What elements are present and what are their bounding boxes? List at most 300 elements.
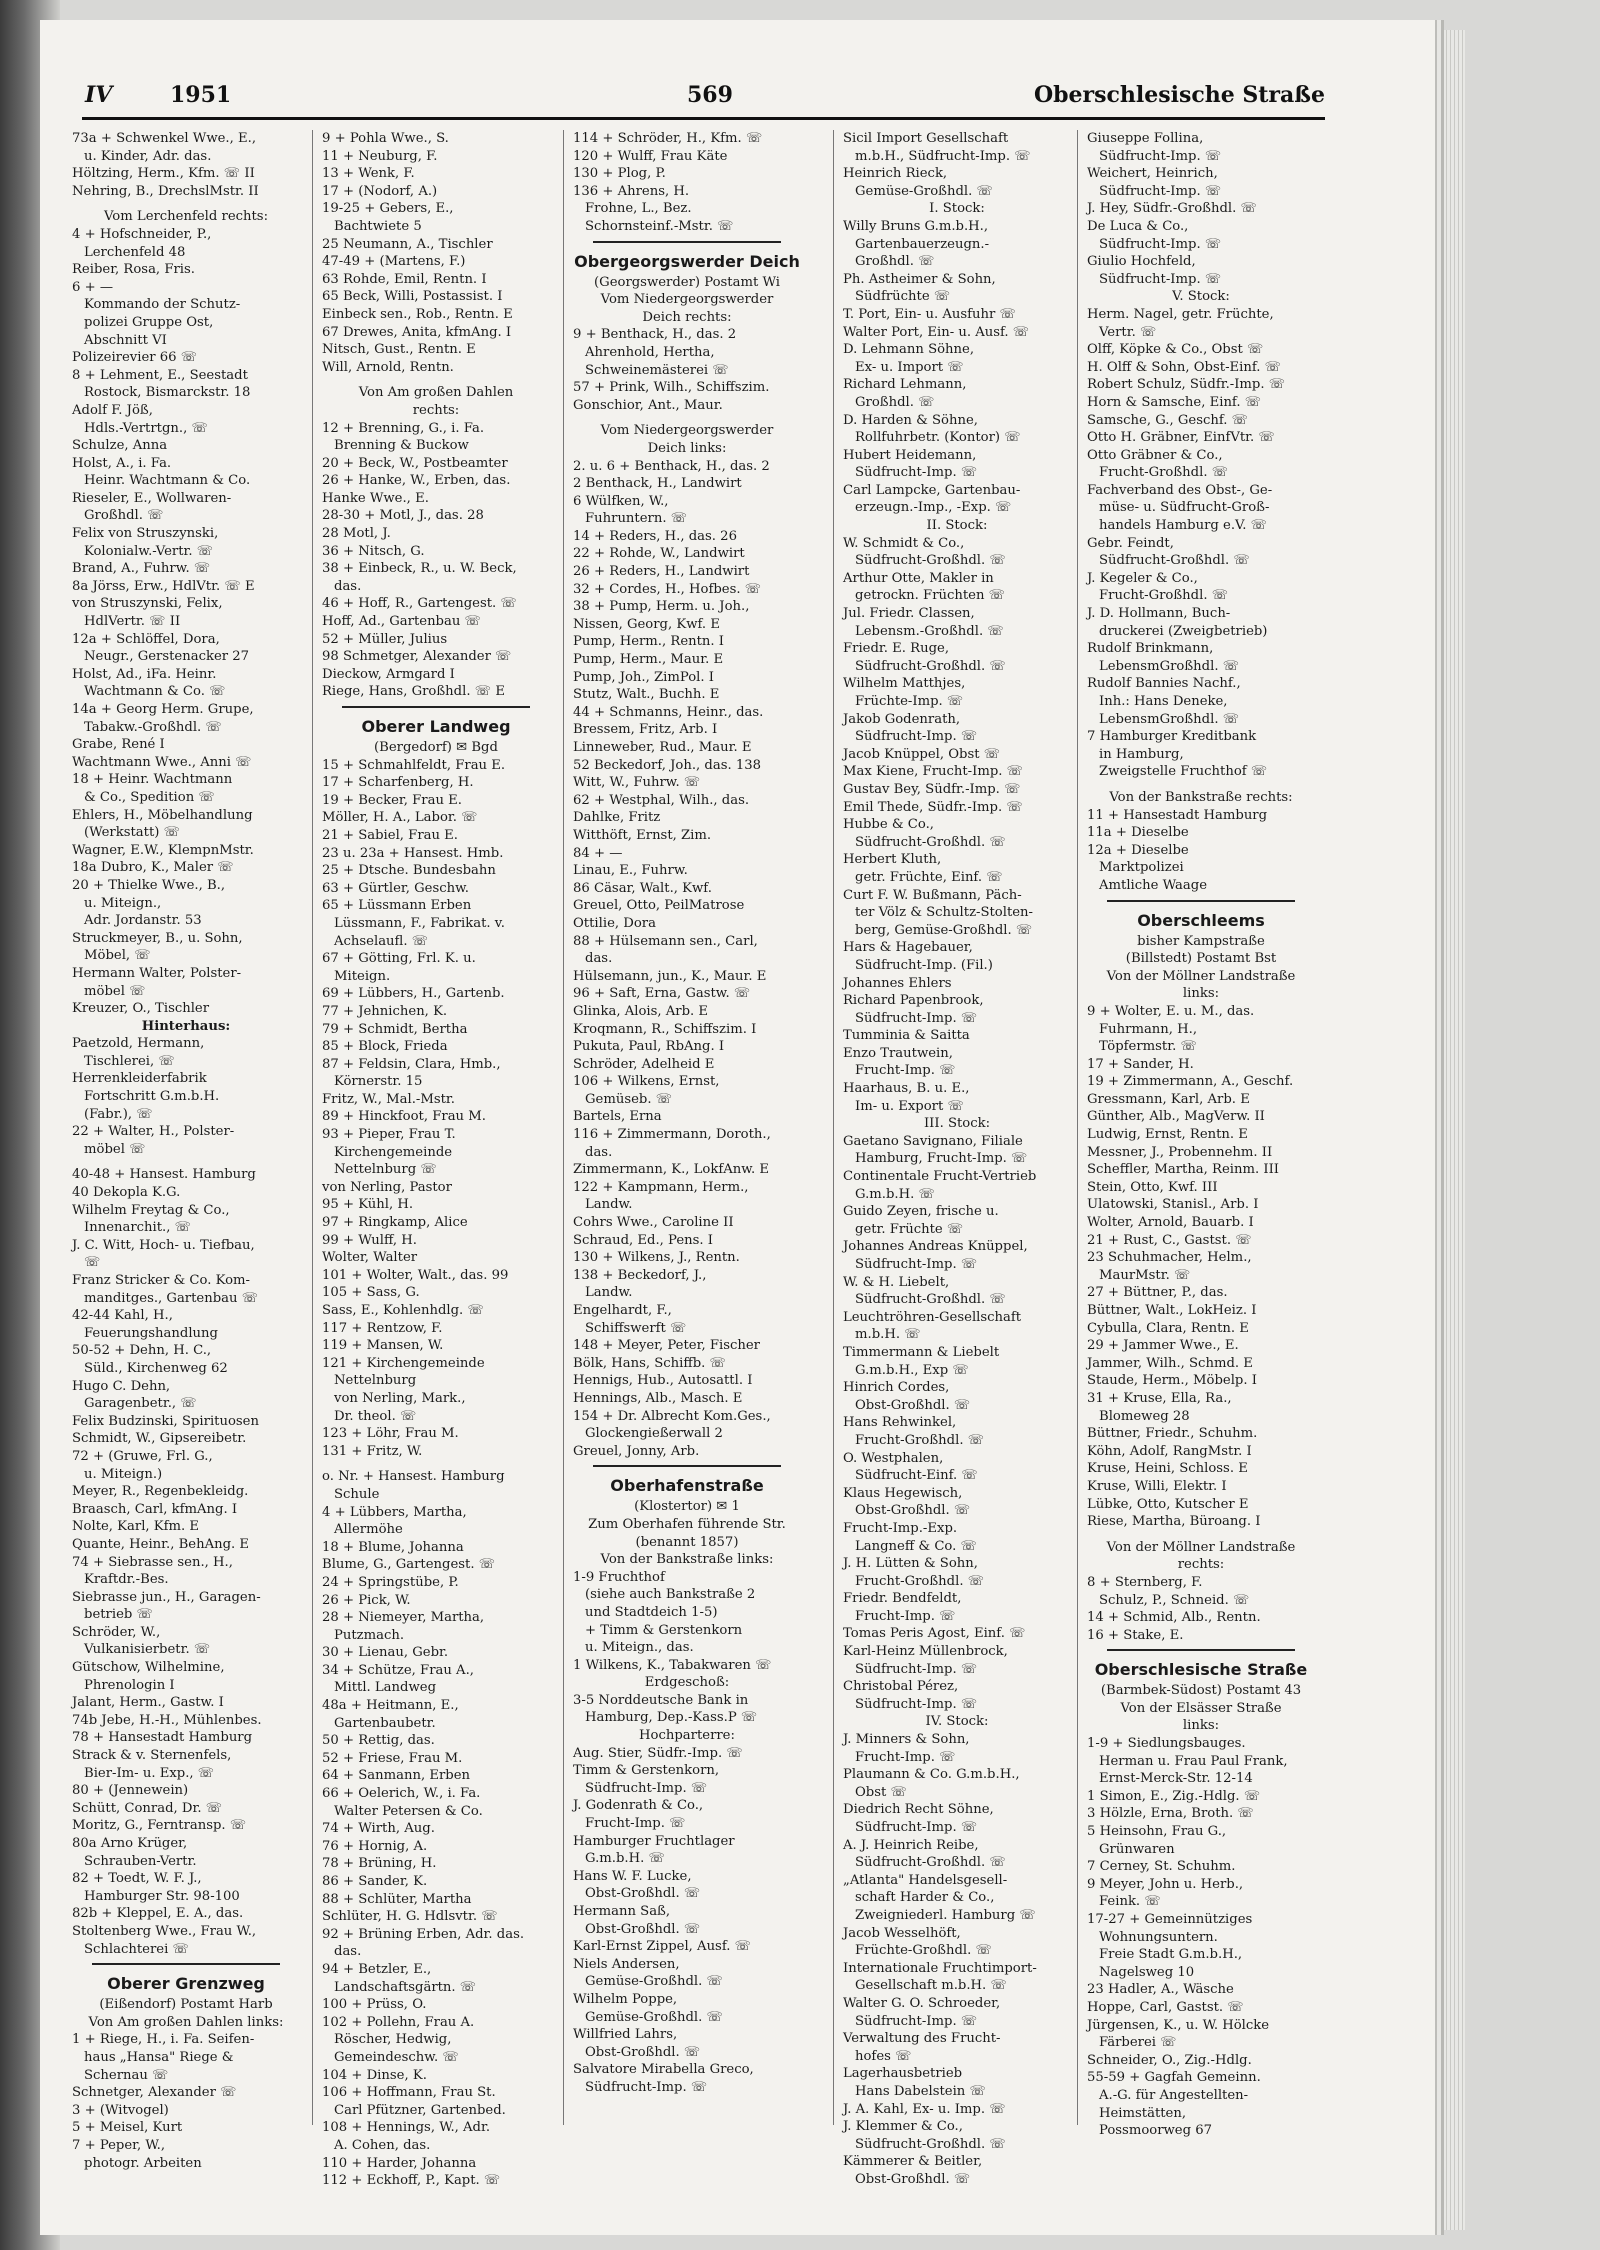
entry-line: 29 + Jammer Wwe., E. xyxy=(1087,1338,1239,1354)
section-note: Von der Bankstraße rechts: xyxy=(1109,789,1293,805)
entry-line: Südfrucht-Imp. ☏ xyxy=(1099,271,1222,287)
section-note: IV. Stock: xyxy=(925,1714,989,1730)
entry-line: Zweigniederl. Hamburg ☏ xyxy=(855,1907,1036,1923)
entry-line: Walter Port, Ein- u. Ausf. ☏ xyxy=(843,324,1030,340)
entry-line: Gütschow, Wilhelmine, xyxy=(72,1660,225,1676)
entry-line: Nettelnburg xyxy=(334,1373,417,1389)
entry-line: MaurMstr. ☏ xyxy=(1099,1267,1191,1283)
entry-line: 7 Hamburger Kreditbank xyxy=(1087,729,1257,745)
section-note: (Georgswerder) Postamt Wi xyxy=(594,274,780,290)
entry-line: 18 + Heinr. Wachtmann xyxy=(72,772,233,788)
entry-line: Jammer, Wilh., Schmd. E xyxy=(1087,1355,1253,1371)
column-1 xyxy=(72,130,300,2171)
section-note: bisher Kampstraße xyxy=(1137,933,1265,949)
entry-line: 5 Heinsohn, Frau G., xyxy=(1087,1824,1227,1840)
entry-line: Miteign. xyxy=(334,968,391,984)
section-note: II. Stock: xyxy=(926,518,988,534)
entry-line: Curt F. W. Bußmann, Päch- xyxy=(843,887,1022,903)
entry-line: Südfrucht-Imp. ☏ xyxy=(855,1010,978,1026)
section-note: rechts: xyxy=(412,402,460,418)
entry-line: Max Kiene, Frucht-Imp. ☏ xyxy=(843,764,1024,780)
entry-line: 86 + Sander, K. xyxy=(322,1874,428,1889)
entry-line: Achselaufl. ☏ xyxy=(334,933,429,949)
entry-line: Hoff, Ad., Gartenbau ☏ xyxy=(322,614,482,630)
entry-line: 1-9 + Siedlungsbauges. xyxy=(1087,1736,1246,1752)
entry-line: Horn & Samsche, Einf. ☏ xyxy=(1087,394,1262,410)
section-note: (Billstedt) Postamt Bst xyxy=(1125,951,1277,967)
section-rule xyxy=(573,236,801,246)
entry-line: von Nerling, Pastor xyxy=(322,1179,452,1195)
entry-line: Südfrucht-Imp. ☏ xyxy=(585,2079,708,2095)
section-note: Von Am großen Dahlen links: xyxy=(88,2014,284,2030)
entry-line: das. xyxy=(334,1944,362,1960)
entry-line: Nolte, Karl, Kfm. E xyxy=(72,1519,200,1535)
entry-line: Plaumann & Co. G.m.b.H., xyxy=(843,1767,1020,1783)
entry-line: Kraftdr.-Bes. xyxy=(84,1572,169,1588)
entry-line: Cohrs Wwe., Caroline II xyxy=(573,1215,734,1231)
entry-line: 104 + Dinse, K. xyxy=(322,2067,427,2083)
entry-line: u. Miteign.) xyxy=(84,1466,163,1482)
entry-line: Leuchtröhren-Gesellschaft xyxy=(843,1309,1022,1325)
entry-line: 36 + Nitsch, G. xyxy=(322,543,425,559)
entry-line: Schernau ☏ xyxy=(84,2067,169,2083)
entry-line: 50 + Rettig, das. xyxy=(322,1733,435,1749)
entry-line: 8a Jörss, Erw., HdlVtr. ☏ E xyxy=(72,578,255,594)
entry-line: möbel ☏ xyxy=(84,1141,146,1157)
entry-line: 14a + Georg Herm. Grupe, xyxy=(72,702,254,717)
entry-line: Büttner, Friedr., Schuhm. xyxy=(1087,1426,1258,1442)
entry-line: 78 + Brüning, H. xyxy=(322,1856,437,1872)
entry-line: 106 + Hoffmann, Frau St. xyxy=(322,2085,496,2101)
entry-line: Willfried Lahrs, xyxy=(573,2027,678,2043)
entry-line: Staude, Herm., Möbelp. I xyxy=(1087,1373,1257,1389)
entry-line: photogr. Arbeiten xyxy=(84,2155,202,2171)
entry-line: Messner, J., Probennehm. II xyxy=(1087,1144,1273,1160)
section-note: (Klostertor) ✉ 1 xyxy=(634,1499,740,1515)
entry-line: 3 + (Witvogel) xyxy=(72,2102,169,2118)
entry-line: Adr. Jordanstr. 53 xyxy=(84,913,202,929)
entry-line: Obst-Großhdl. ☏ xyxy=(855,2171,971,2187)
entry-line: Klaus Hegewisch, xyxy=(843,1485,963,1501)
entry-line: Nitsch, Gust., Rentn. E xyxy=(322,342,476,358)
entry-line: 112 + Eckhoff, P., Kapt. ☏ xyxy=(322,2173,501,2189)
entry-line: Großhdl. ☏ xyxy=(84,508,164,524)
entry-line: 15 + Schmahlfeldt, Frau E. xyxy=(322,757,506,773)
entry-line: 123 + Löhr, Frau M. xyxy=(322,1426,459,1442)
entry-line: haus „Hansa" Riege & xyxy=(84,2049,234,2065)
entry-line: 4 + Hofschneider, P., xyxy=(72,226,212,242)
entry-line: Südfrucht-Einf. ☏ xyxy=(855,1468,978,1484)
entry-line: 154 + Dr. Albrecht Kom.Ges., xyxy=(573,1408,771,1424)
entry-line: m.b.H., Südfrucht-Imp. ☏ xyxy=(855,148,1031,164)
entry-line: Gressmann, Karl, Arb. E xyxy=(1087,1091,1250,1107)
entry-line: Heinr. Wachtmann & Co. xyxy=(84,473,251,489)
entry-line: Walter Petersen & Co. xyxy=(334,1803,483,1819)
entry-line: Röscher, Hedwig, xyxy=(334,2032,452,2048)
entry-line: Fachverband des Obst-, Ge- xyxy=(1087,482,1273,498)
entry-line: Obst-Großhdl. ☏ xyxy=(585,1921,701,1937)
entry-line: Südfrucht-Imp. ☏ xyxy=(855,729,978,745)
section-note: Hochparterre: xyxy=(639,1728,735,1744)
entry-line: Blume, G., Gartengest. ☏ xyxy=(322,1557,496,1573)
entry-line: Frucht-Imp.-Exp. xyxy=(843,1520,958,1536)
entry-line: 40 Dekopla K.G. xyxy=(72,1185,181,1201)
entry-line: 40-48 + Hansest. Hamburg xyxy=(72,1167,256,1183)
entry-line: Ludwig, Ernst, Rentn. E xyxy=(1087,1127,1248,1143)
entry-line: Gustav Bey, Südfr.-Imp. ☏ xyxy=(843,781,1021,797)
entry-line: Ex- u. Import ☏ xyxy=(855,359,964,375)
entry-line: Lagerhausbetrieb xyxy=(843,2066,963,2082)
entry-line: u. Miteign., xyxy=(84,895,162,911)
entry-line: G.m.b.H. ☏ xyxy=(585,1851,665,1867)
section-note: III. Stock: xyxy=(923,1116,991,1132)
entry-line: A.-G. für Angestellten- xyxy=(1099,2087,1249,2103)
entry-line: Allermöhe xyxy=(334,1522,403,1538)
spacer xyxy=(72,1158,300,1166)
entry-line: Frohne, L., Bez. xyxy=(585,201,692,217)
entry-line: 87 + Feldsin, Clara, Hmb., xyxy=(322,1056,501,1072)
entry-line: 69 + Lübbers, H., Gartenb. xyxy=(322,986,505,1002)
entry-line: 64 + Sanmann, Erben xyxy=(322,1768,471,1784)
entry-line: 1-9 Fruchthof xyxy=(573,1569,665,1585)
entry-line: Südfrucht-Imp. ☏ xyxy=(855,1820,978,1835)
entry-line: Frucht-Imp. ☏ xyxy=(585,1816,686,1832)
entry-line: Hans Dabelstein ☏ xyxy=(855,2083,986,2099)
entry-line: Köhn, Adolf, RangMstr. I xyxy=(1087,1443,1252,1459)
entry-line: hofes ☏ xyxy=(855,2048,912,2064)
entry-line: 6 + — xyxy=(72,279,114,295)
entry-line: 73a + Schwenkel Wwe., E., xyxy=(72,131,257,146)
entry-line: 138 + Beckedorf, J., xyxy=(573,1267,707,1283)
entry-line: Kreuzer, O., Tischler xyxy=(72,1001,210,1017)
entry-line: 30 + Lienau, Gebr. xyxy=(322,1645,449,1661)
entry-line: Heinrich Rieck, xyxy=(843,166,948,182)
entry-line: 94 + Betzler, E., xyxy=(322,1961,432,1977)
entry-line: Greuel, Otto, PeilMatrose xyxy=(573,898,745,914)
entry-line: 20 + Thielke Wwe., B., xyxy=(72,877,226,893)
entry-line: Büttner, Walt., LokHeiz. I xyxy=(1087,1303,1257,1318)
entry-line: J. D. Hollmann, Buch- xyxy=(1087,606,1231,622)
entry-line: 2 Benthack, H., Landwirt xyxy=(573,476,742,492)
entry-line: 97 + Ringkamp, Alice xyxy=(322,1215,468,1231)
entry-line: Obst-Großhdl. ☏ xyxy=(585,2044,701,2060)
entry-line: 82 + Toedt, W. F. J., xyxy=(72,1871,202,1887)
entry-line: Johannes Ehlers xyxy=(843,975,952,991)
spacer xyxy=(1087,781,1315,789)
entry-line: 52 + Friese, Frau M. xyxy=(322,1750,463,1766)
entry-line: O. Westphalen, xyxy=(843,1450,944,1466)
entry-line: 106 + Wilkens, Ernst, xyxy=(573,1074,720,1090)
page-header xyxy=(85,82,1325,122)
entry-line: 27 + Büttner, P., das. xyxy=(1087,1285,1228,1301)
entry-line: Felix Budzinski, Spirituosen xyxy=(72,1413,259,1429)
entry-line: manditges., Gartenbau ☏ xyxy=(84,1290,259,1306)
entry-line: Kolonialw.-Vertr. ☏ xyxy=(84,543,214,559)
entry-line: Fuhrmann, H., xyxy=(1099,1021,1198,1037)
entry-line: Kruse, Heini, Schloss. E xyxy=(1087,1461,1248,1477)
entry-line: Polizeirevier 66 ☏ xyxy=(72,350,198,366)
section-note: (Bergedorf) ✉ Bgd xyxy=(374,740,498,755)
entry-line: Schweinemästerei ☏ xyxy=(585,362,729,378)
entry-line: 17 + (Nodorf, A.) xyxy=(322,183,438,199)
entry-line: 52 + Müller, Julius xyxy=(322,631,448,647)
entry-line: Im- u. Export ☏ xyxy=(855,1098,964,1114)
entry-line: Möbel, ☏ xyxy=(84,948,151,964)
entry-line: 23 u. 23a + Hansest. Hmb. xyxy=(322,845,504,861)
entry-line: 74 + Wirth, Aug. xyxy=(322,1821,435,1837)
entry-line: 7 Cerney, St. Schuhm. xyxy=(1087,1859,1236,1875)
entry-line: ☏ xyxy=(84,1255,101,1271)
entry-line: Greuel, Jonny, Arb. xyxy=(573,1443,700,1459)
section-rule xyxy=(322,701,550,711)
entry-line: Willy Bruns G.m.b.H., xyxy=(843,218,989,234)
entry-line: Continentale Frucht-Vertrieb xyxy=(843,1169,1037,1185)
entry-line: Robert Schulz, Südfr.-Imp. ☏ xyxy=(1087,377,1286,393)
entry-line: 99 + Wulff, H. xyxy=(322,1232,417,1248)
entry-line: Kroqmann, R., Schiffszim. I xyxy=(573,1021,757,1037)
entry-line: De Luca & Co., xyxy=(1087,218,1189,234)
entry-line: 12a + Schlöffel, Dora, xyxy=(72,631,220,647)
entry-line: H. Olff & Sohn, Obst-Einf. ☏ xyxy=(1087,359,1282,375)
entry-line: 9 + Wolter, E. u. M., das. xyxy=(1087,1003,1255,1019)
section-rule xyxy=(1087,1644,1315,1654)
entry-line: Günther, Alb., MagVerw. II xyxy=(1087,1109,1265,1125)
entry-line: Engelhardt, F., xyxy=(573,1303,672,1318)
entry-line: 11 + Neuburg, F. xyxy=(322,148,438,164)
entry-line: 136 + Ahrens, H. xyxy=(573,183,690,199)
entry-line: Jakob Godenrath, xyxy=(843,711,961,727)
entry-line: 82b + Kleppel, E. A., das. xyxy=(72,1906,244,1922)
entry-line: 89 + Hinckfoot, Frau M. xyxy=(322,1109,486,1125)
entry-line: Ulatowski, Stanisl., Arb. I xyxy=(1087,1197,1259,1213)
entry-line: müse- u. Südfrucht-Groß- xyxy=(1099,500,1270,516)
entry-line: Bachtwiete 5 xyxy=(334,218,422,234)
entry-line: 18 + Blume, Johanna xyxy=(322,1539,464,1555)
section-note: Von Am großen Dahlen xyxy=(358,385,514,401)
entry-line: Schlachterei ☏ xyxy=(84,1941,189,1957)
header-rule xyxy=(82,117,1325,120)
entry-line: Riege, Hans, Großhdl. ☏ E xyxy=(322,684,506,700)
entry-line: Ernst-Merck-Str. 12-14 xyxy=(1099,1771,1253,1787)
entry-line: Südfrucht-Großhdl. ☏ xyxy=(1099,553,1250,569)
entry-line: 47-49 + (Martens, F.) xyxy=(322,254,466,270)
section-rule xyxy=(1087,895,1315,905)
entry-line: Diedrich Recht Söhne, xyxy=(843,1802,994,1818)
entry-line: Schule xyxy=(334,1486,380,1502)
entry-line: Lebensm.-Großhdl. ☏ xyxy=(855,623,1004,639)
entry-line: 96 + Saft, Erna, Gastw. ☏ xyxy=(573,986,751,1002)
entry-line: Schiffswerft ☏ xyxy=(585,1320,687,1336)
entry-line: 65 + Lüssmann Erben xyxy=(322,898,472,914)
entry-line: 11 + Hansestadt Hamburg xyxy=(1087,807,1268,823)
entry-line: 1 + Riege, H., i. Fa. Seifen- xyxy=(72,2032,255,2048)
spacer xyxy=(573,414,801,422)
entry-line: 17 + Sander, H. xyxy=(1087,1056,1194,1072)
section-note: Vom Lerchenfeld rechts: xyxy=(103,209,269,225)
section-note: (benannt 1857) xyxy=(635,1534,739,1550)
entry-line: Moritz, G., Ferntransp. ☏ xyxy=(72,1818,247,1834)
entry-line: Südfrucht-Großhdl. ☏ xyxy=(855,1855,1006,1871)
entry-line: Wilhelm Poppe, xyxy=(573,1991,678,2007)
street-heading: Oberer Grenzweg xyxy=(107,1974,265,1994)
entry-line: Schneider, O., Zig.-Hdlg. xyxy=(1087,2052,1252,2068)
entry-line: Bartels, Erna xyxy=(573,1109,662,1125)
entry-line: Rieseler, E., Wollwaren- xyxy=(72,490,232,506)
entry-line: 95 + Kühl, H. xyxy=(322,1197,414,1213)
entry-line: Salvatore Mirabella Greco, xyxy=(573,2062,754,2078)
entry-line: 32 + Cordes, H., Hofbes. ☏ xyxy=(573,581,762,597)
entry-line: Guido Zeyen, frische u. xyxy=(843,1204,999,1220)
section-note: Von der Möllner Landstraße xyxy=(1106,1539,1296,1555)
entry-line: Pump, Joh., ZimPol. I xyxy=(573,669,714,685)
entry-line: 93 + Pieper, Frau T. xyxy=(322,1127,456,1143)
entry-line: Landw. xyxy=(585,1197,633,1213)
entry-line: 117 + Rentzow, F. xyxy=(322,1320,443,1336)
entry-line: 2. u. 6 + Benthack, H., das. 2 xyxy=(573,458,770,474)
entry-line: 100 + Prüss, O. xyxy=(322,1997,427,2013)
entry-line: handels Hamburg e.V. ☏ xyxy=(1099,518,1268,534)
entry-line: Carl Pfützner, Gartenbed. xyxy=(334,2102,506,2118)
entry-line: Olff, Köpke & Co., Obst ☏ xyxy=(1087,342,1264,358)
entry-line: 102 + Pollehn, Frau A. xyxy=(322,2014,475,2030)
entry-line: 14 + Schmid, Alb., Rentn. xyxy=(1087,1610,1261,1626)
entry-line: Stein, Otto, Kwf. III xyxy=(1087,1179,1218,1195)
entry-line: schaft Harder & Co., xyxy=(855,1890,995,1906)
entry-line: Pump, Herm., Maur. E xyxy=(573,652,724,668)
entry-line: Töpfermstr. ☏ xyxy=(1099,1039,1197,1055)
entry-line: Schraud, Ed., Pens. I xyxy=(573,1232,713,1248)
entry-line: 88 + Hülsemann sen., Carl, xyxy=(573,933,758,949)
entry-line: Früchte-Großhdl. ☏ xyxy=(855,1943,993,1959)
entry-line: J. Kegeler & Co., xyxy=(1087,570,1198,586)
entry-line: Grabe, René I xyxy=(72,737,165,753)
entry-line: LebensmGroßhdl. ☏ xyxy=(1099,658,1240,674)
entry-line: 110 + Harder, Johanna xyxy=(322,2155,477,2171)
entry-line: Südfrüchte ☏ xyxy=(855,289,951,305)
entry-line: Tabakw.-Großhdl. ☏ xyxy=(84,719,222,735)
entry-line: Vulkanisierbetr. ☏ xyxy=(84,1642,211,1658)
entry-line: Gemüse-Großhdl. ☏ xyxy=(585,1974,723,1990)
entry-line: Blomeweg 28 xyxy=(1099,1408,1190,1424)
entry-line: Strack & v. Sternenfels, xyxy=(72,1748,232,1764)
entry-line: Schulze, Anna xyxy=(72,438,168,454)
entry-line: Cybulla, Clara, Rentn. E xyxy=(1087,1320,1249,1336)
entry-line: Heimstätten, xyxy=(1099,2105,1187,2121)
entry-line: Rudolf Bannies Nachf., xyxy=(1087,676,1241,692)
entry-line: Sass, E., Kohlenhdlg. ☏ xyxy=(322,1303,484,1318)
entry-line: Christobal Pérez, xyxy=(843,1679,959,1695)
section-note: Deich rechts: xyxy=(642,309,732,325)
entry-line: Gemüseb. ☏ xyxy=(585,1091,673,1107)
entry-line: 42-44 Kahl, H., xyxy=(72,1308,173,1324)
entry-line: Früchte-Imp. ☏ xyxy=(855,694,964,709)
year-label: 1951 xyxy=(170,82,232,108)
entry-line: 31 + Kruse, Ella, Ra., xyxy=(1087,1390,1232,1406)
street-heading: Oberhafenstraße xyxy=(610,1476,764,1496)
entry-line: Südfrucht-Großhdl. ☏ xyxy=(855,1292,1006,1308)
entry-line: A. Cohen, das. xyxy=(334,2137,431,2153)
entry-line: Hülsemann, jun., K., Maur. E xyxy=(573,968,767,984)
entry-line: Kruse, Willi, Elektr. I xyxy=(1087,1478,1227,1494)
entry-line: Franz Stricker & Co. Kom- xyxy=(72,1273,250,1288)
entry-line: Pukuta, Paul, RbAng. I xyxy=(573,1039,725,1055)
entry-line: Verwaltung des Frucht- xyxy=(843,2031,1001,2047)
entry-line: Ehlers, H., Möbelhandlung xyxy=(72,807,253,823)
column-4 xyxy=(843,130,1071,2187)
entry-line: 88 + Schlüter, Martha xyxy=(322,1891,472,1907)
entry-line: G.m.b.H. ☏ xyxy=(855,1186,935,1202)
entry-line: LebensmGroßhdl. ☏ xyxy=(1099,711,1240,727)
entry-line: Herbert Kluth, xyxy=(843,852,942,868)
entry-line: 63 + Gürtler, Geschw. xyxy=(322,880,470,896)
entry-line: Dr. theol. ☏ xyxy=(334,1408,417,1424)
entry-line: Einbeck sen., Rob., Rentn. E xyxy=(322,306,513,322)
section-note: Von der Möllner Landstraße xyxy=(1106,968,1296,984)
entry-line: 130 + Plog, P. xyxy=(573,166,666,182)
entry-line: Gonschior, Ant., Maur. xyxy=(573,397,723,413)
entry-line: Frucht-Großhdl. ☏ xyxy=(1099,588,1229,604)
entry-line: 76 + Hornig, A. xyxy=(322,1838,428,1854)
entry-line: 25 Neumann, A., Tischler xyxy=(322,236,493,252)
entry-line: Amtliche Waage xyxy=(1099,877,1208,893)
section-note: (Barmbek-Südost) Postamt 43 xyxy=(1100,1683,1302,1699)
entry-line: Haarhaus, B. u. E., xyxy=(843,1081,970,1097)
entry-line: Landw. xyxy=(585,1285,633,1301)
entry-line: Jacob Knüppel, Obst ☏ xyxy=(843,746,1001,762)
entry-line: 122 + Kampmann, Herm., xyxy=(573,1179,749,1195)
section-note: rechts: xyxy=(1177,1557,1225,1573)
entry-line: Rostock, Bismarckstr. 18 xyxy=(84,385,251,401)
entry-line: Frucht-Großhdl. ☏ xyxy=(855,1573,985,1589)
entry-line: Frucht-Imp. ☏ xyxy=(855,1749,956,1765)
entry-line: Samsche, G., Geschf. ☏ xyxy=(1087,412,1249,428)
entry-line: Vertr. ☏ xyxy=(1099,324,1157,340)
entry-line: Brenning & Buckow xyxy=(334,438,469,454)
entry-line: Wachtmann & Co. ☏ xyxy=(84,684,226,700)
entry-line: Südfrucht-Imp. ☏ xyxy=(855,465,978,481)
section-note: Von der Elsässer Straße xyxy=(1120,1700,1282,1716)
entry-line: 130 + Wilkens, J., Rentn. xyxy=(573,1250,740,1266)
entry-line: J. Hey, Südfr.-Großhdl. ☏ xyxy=(1087,201,1257,217)
entry-line: Adolf F. Jöß, xyxy=(72,402,153,418)
column-2 xyxy=(322,130,550,2189)
entry-line: J. A. Kahl, Ex- u. Imp. ☏ xyxy=(843,2101,1006,2117)
entry-line: Zweigstelle Fruchthof ☏ xyxy=(1099,764,1268,780)
entry-line: D. Harden & Söhne, xyxy=(843,412,978,428)
section-rule xyxy=(72,1958,300,1968)
entry-line: 7 + Peper, W., xyxy=(72,2137,166,2153)
street-heading: Oberer Landweg xyxy=(361,717,511,736)
section-note: Von der Bankstraße links: xyxy=(600,1552,774,1568)
entry-line: 11a + Dieselbe xyxy=(1087,825,1189,841)
entry-line: Gebr. Feindt, xyxy=(1087,535,1174,551)
entry-line: Dahlke, Fritz xyxy=(573,810,661,826)
entry-line: von Nerling, Mark., xyxy=(334,1390,466,1406)
entry-line: 9 + Benthack, H., das. 2 xyxy=(573,327,737,343)
entry-line: Pump, Herm., Rentn. I xyxy=(573,634,724,650)
entry-line: Hans Rehwinkel, xyxy=(843,1415,957,1431)
entry-line: Hoppe, Carl, Gastst. ☏ xyxy=(1087,1999,1244,2015)
entry-line: Hugo C. Dehn, xyxy=(72,1378,171,1394)
entry-line: und Stadtdeich 1-5) xyxy=(585,1604,718,1620)
entry-line: Struckmeyer, B., u. Sohn, xyxy=(72,930,243,946)
entry-line: 116 + Zimmermann, Doroth., xyxy=(573,1127,771,1143)
entry-line: 121 + Kirchengemeinde xyxy=(322,1355,485,1371)
section-note: Hinterhaus: xyxy=(141,1018,231,1034)
entry-line: Stoltenberg Wwe., Frau W., xyxy=(72,1923,257,1939)
entry-line: Lübke, Otto, Kutscher E xyxy=(1087,1496,1249,1512)
entry-line: 22 + Walter, H., Polster- xyxy=(72,1124,235,1140)
